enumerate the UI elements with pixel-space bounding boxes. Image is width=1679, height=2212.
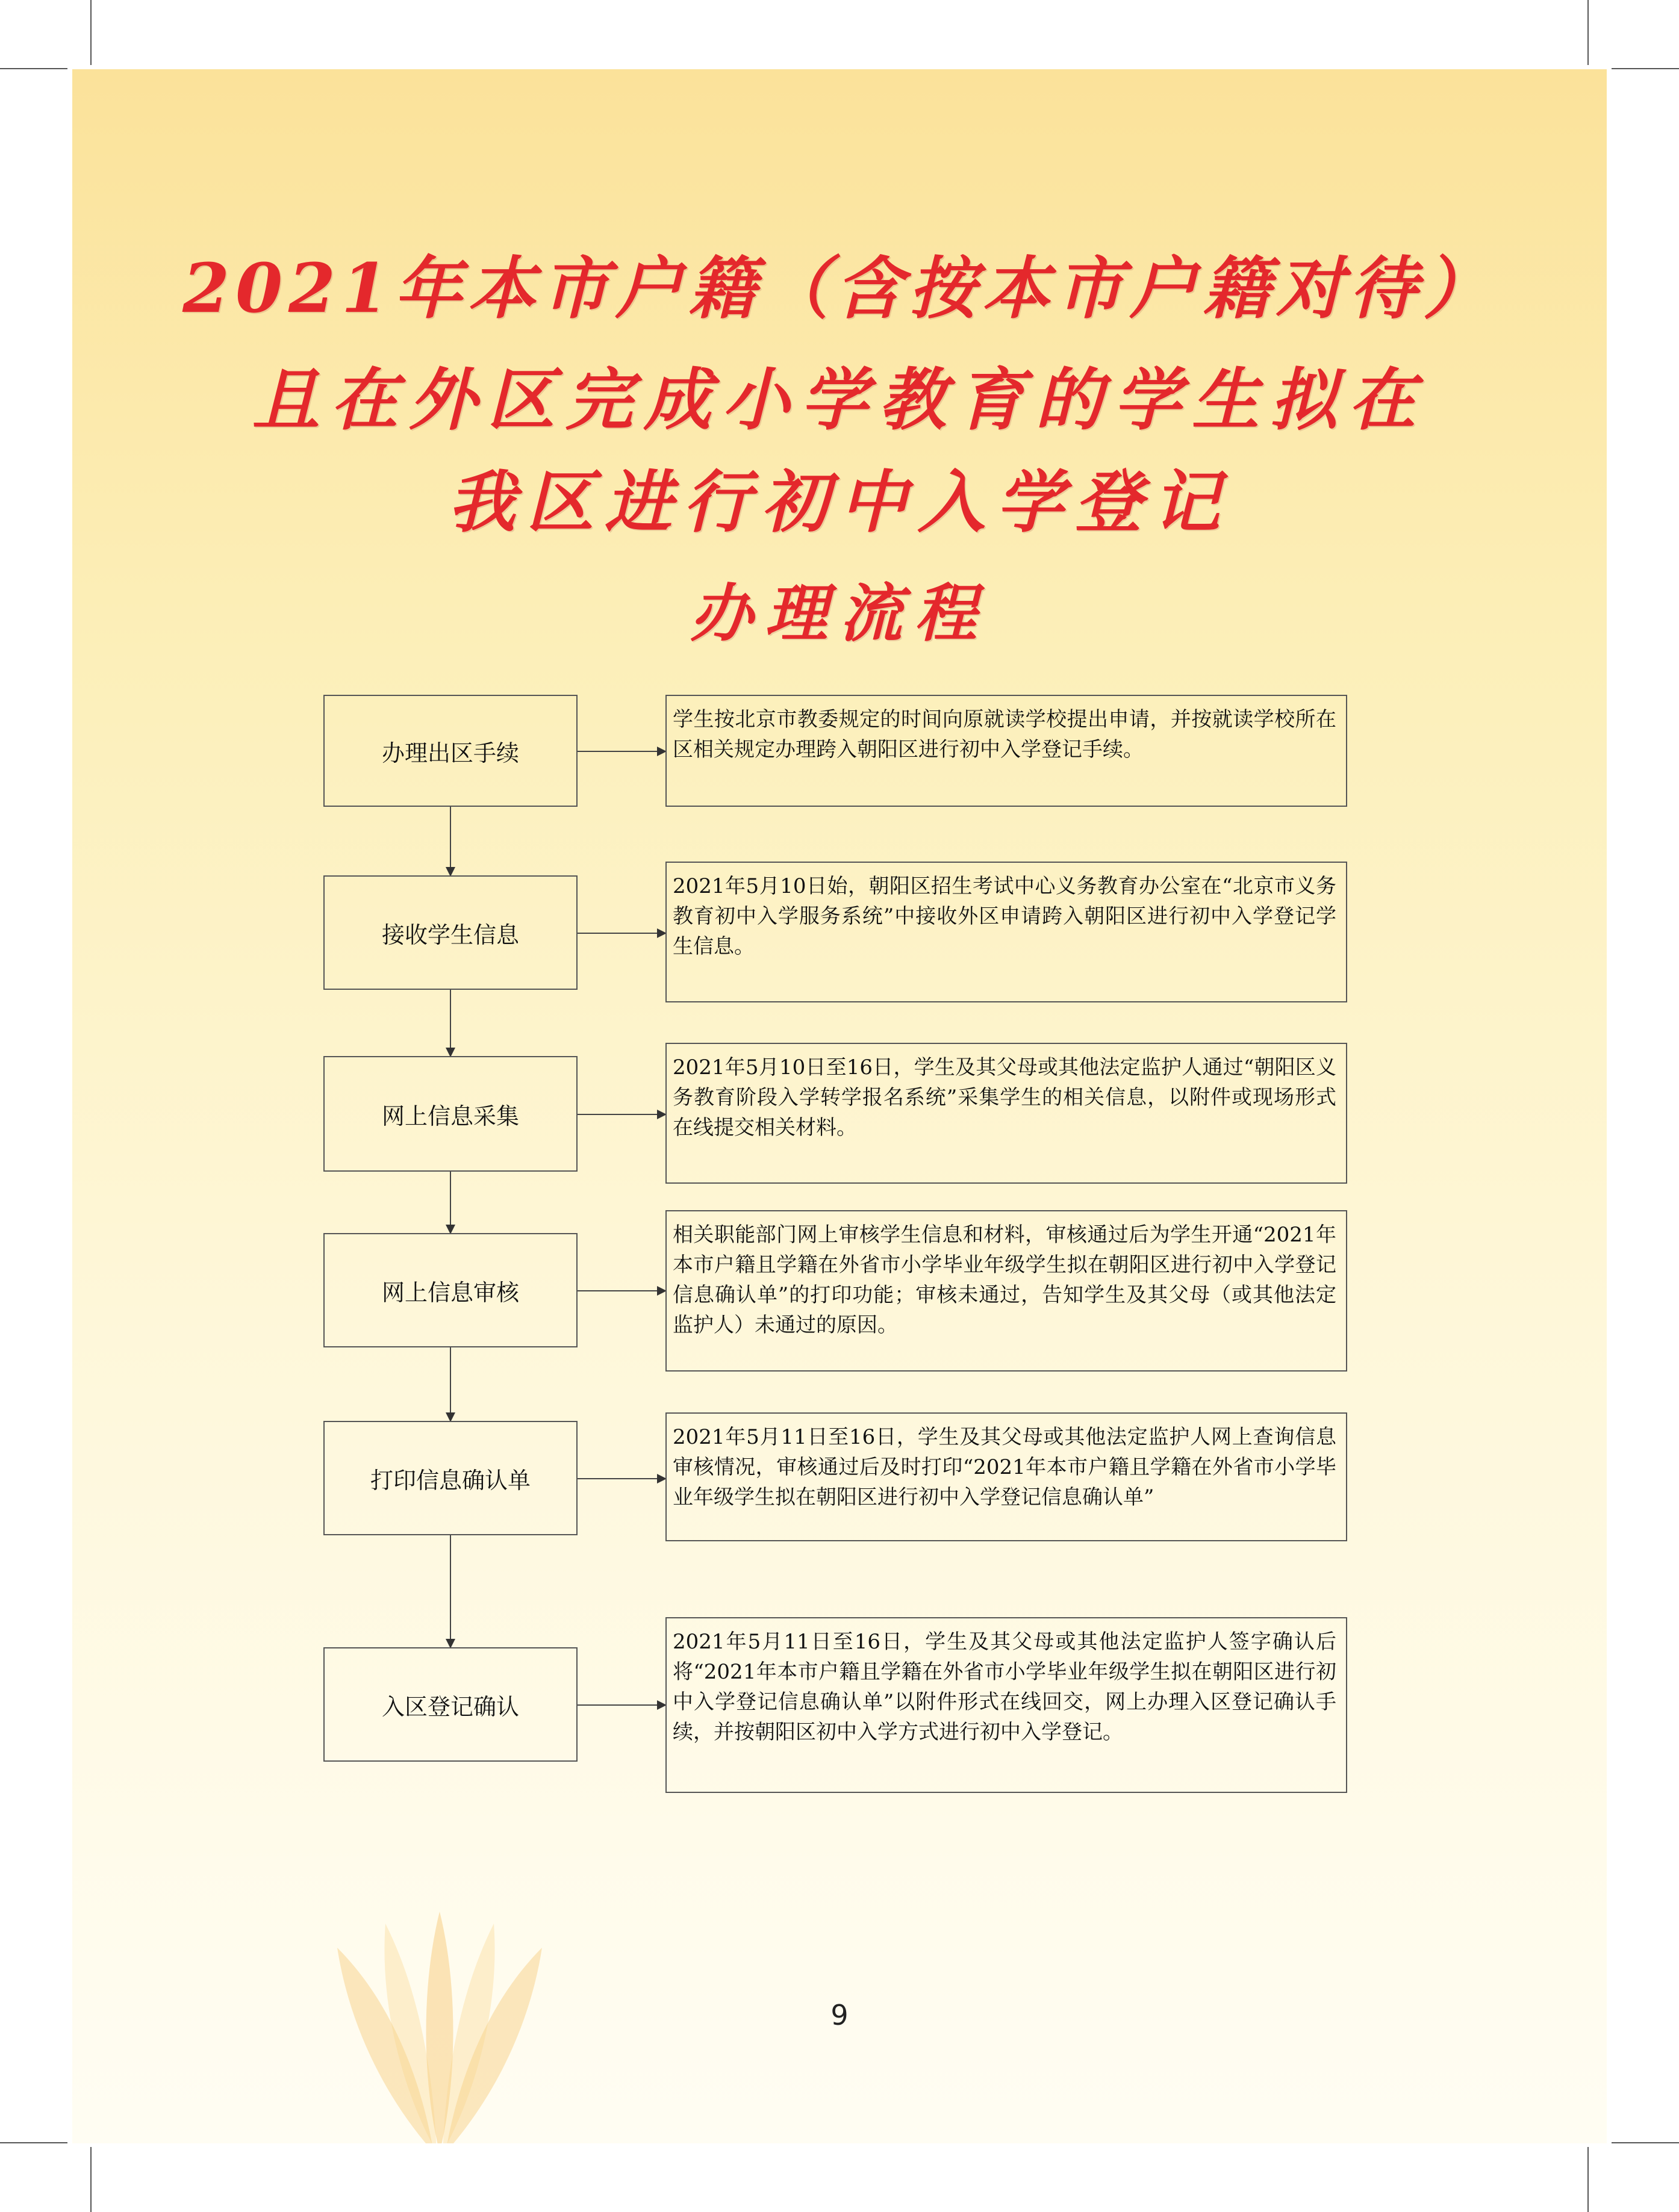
title-line-1: 2021年本市户籍（含按本市户籍对待） — [182, 249, 1497, 328]
arrow-down-icon — [450, 1535, 451, 1647]
title-line-2: 且在外区完成小学教育的学生拟在 — [252, 361, 1427, 440]
arrow-down-icon — [450, 990, 451, 1056]
title-line-4: 办理流程 — [690, 576, 989, 650]
step-box-print-confirmation: 打印信息确认单 — [323, 1421, 578, 1535]
arrow-right-icon — [578, 933, 665, 934]
flyer-page — [72, 69, 1607, 2143]
step-box-receive-info: 接收学生信息 — [323, 875, 578, 990]
arrow-right-icon — [578, 751, 665, 752]
arrow-right-icon — [578, 1290, 665, 1291]
page-number: 9 — [830, 1999, 849, 2031]
step-box-online-review: 网上信息审核 — [323, 1233, 578, 1347]
step-description: 学生按北京市教委规定的时间向原就读学校提出申请，并按就读学校所在区相关规定办理跨入朝阳区进行初中入学登记手续。 — [665, 695, 1347, 807]
arrow-right-icon — [578, 1704, 665, 1706]
crop-mark — [90, 2147, 92, 2212]
crop-mark — [1612, 2142, 1679, 2143]
crop-mark — [0, 68, 67, 69]
crop-mark — [90, 0, 92, 65]
crop-mark — [1587, 2147, 1589, 2212]
step-description: 2021年5月10日始，朝阳区招生考试中心义务教育办公室在“北京市义务教育初中入学服务系统”中接收外区申请跨入朝阳区进行初中入学登记学生信息。 — [665, 862, 1347, 1002]
step-box-exit-procedure: 办理出区手续 — [323, 695, 578, 807]
step-description: 2021年5月11日至16日，学生及其父母或其他法定监护人签字确认后将“2021年本市户籍且学籍在外省市小学毕业年级学生拟在朝阳区进行初中入学登记信息确认单”以附件形式在线回交，网上办理入区登记确认手续，并按朝阳区初中入学方式进行初中入学登记。 — [665, 1617, 1347, 1793]
crop-mark — [1612, 68, 1679, 69]
step-description: 相关职能部门网上审核学生信息和材料，审核通过后为学生开通“2021年本市户籍且学籍在外省市小学毕业年级学生拟在朝阳区进行初中入学登记信息确认单”的打印功能；审核未通过，告知学生及其父母（或其他法定监护人）未通过的原因。 — [665, 1210, 1347, 1372]
step-description: 2021年5月11日至16日，学生及其父母或其他法定监护人网上查询信息审核情况，审核通过后及时打印“2021年本市户籍且学籍在外省市小学毕业年级学生拟在朝阳区进行初中入学登记信息确认单” — [665, 1412, 1347, 1541]
title-line-3: 我区进行初中入学登记 — [448, 463, 1231, 542]
step-box-online-collection: 网上信息采集 — [323, 1056, 578, 1172]
step-description: 2021年5月10日至16日，学生及其父母或其他法定监护人通过“朝阳区义务教育阶段入学转学报名系统”采集学生的相关信息，以附件或现场形式在线提交相关材料。 — [665, 1043, 1347, 1184]
arrow-down-icon — [450, 807, 451, 875]
arrow-right-icon — [578, 1114, 665, 1115]
arrow-down-icon — [450, 1347, 451, 1421]
arrow-right-icon — [578, 1478, 665, 1479]
arrow-down-icon — [450, 1172, 451, 1233]
step-box-entry-confirmation: 入区登记确认 — [323, 1647, 578, 1762]
crop-mark — [0, 2142, 67, 2143]
crop-mark — [1587, 0, 1589, 65]
